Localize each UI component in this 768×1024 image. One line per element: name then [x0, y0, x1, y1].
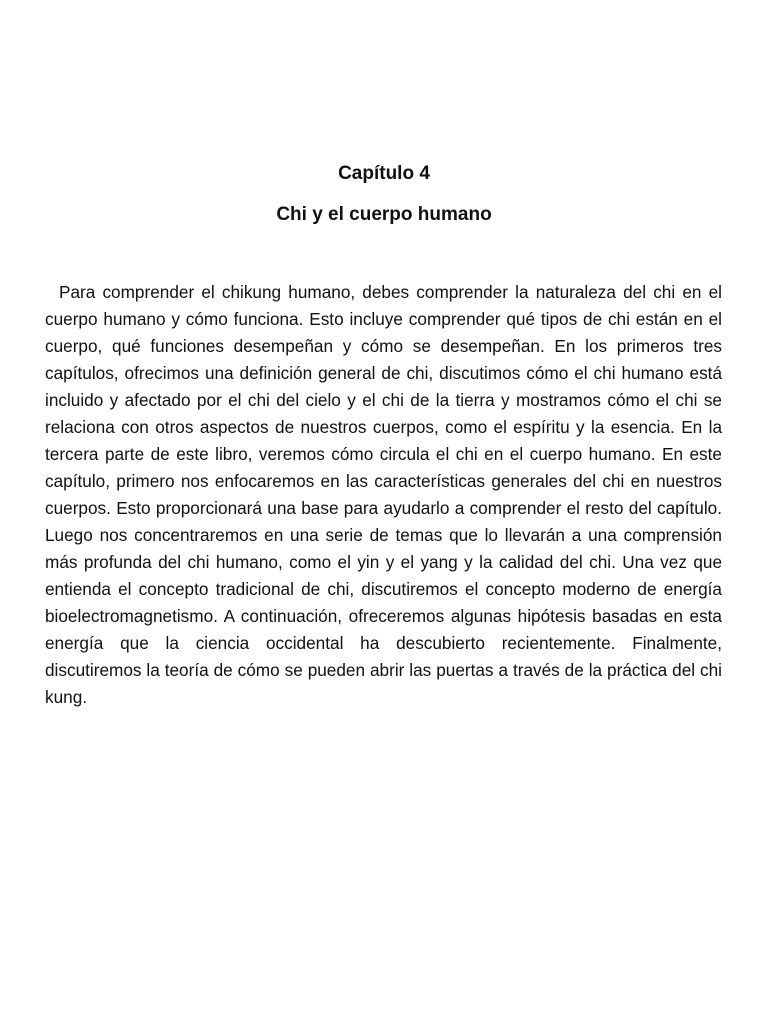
body-paragraph: Para comprender el chikung humano, debes comprender la naturaleza del chi en el cuerpo humano y cómo funciona. Esto incluye comprender qué tipos de chi están en el cuerpo, qué funciones desempeñan y cómo se desempeñan. En los primeros tres capítulos, ofrecimos una definición general de chi, discutimos cómo el chi humano está incluido y afectado por el chi del cielo y el chi de la tierra y mostramos cómo el chi se relaciona con otros aspectos de nuestros cuerpos, como el espíritu y la esencia. En la tercera parte de este libro, veremos cómo circula el chi en el cuerpo humano. En este capítulo, primero nos enfocaremos en las características generales del chi en nuestros cuerpos. Esto proporcionará una base para ayudarlo a comprender el resto del capítulo. Luego nos concentraremos en una serie de temas que lo llevarán a una comprensión más profunda del chi humano, como el yin y el yang y la calidad del chi. Una vez que entienda el concepto tradicional de chi, discutiremos el concepto moderno de energía bioelectromagnetismo. A continuación, ofreceremos algunas hipótesis basadas en esta energía que la ciencia occidental ha descubierto recientemente. Finalmente, discutiremos la teoría de cómo se pueden abrir las puertas a través de la práctica del chi kung.	[45, 282, 722, 707]
chapter-title-heading: Chi y el cuerpo humano	[276, 204, 492, 225]
chapter-number-heading: Capítulo 4	[338, 163, 430, 184]
